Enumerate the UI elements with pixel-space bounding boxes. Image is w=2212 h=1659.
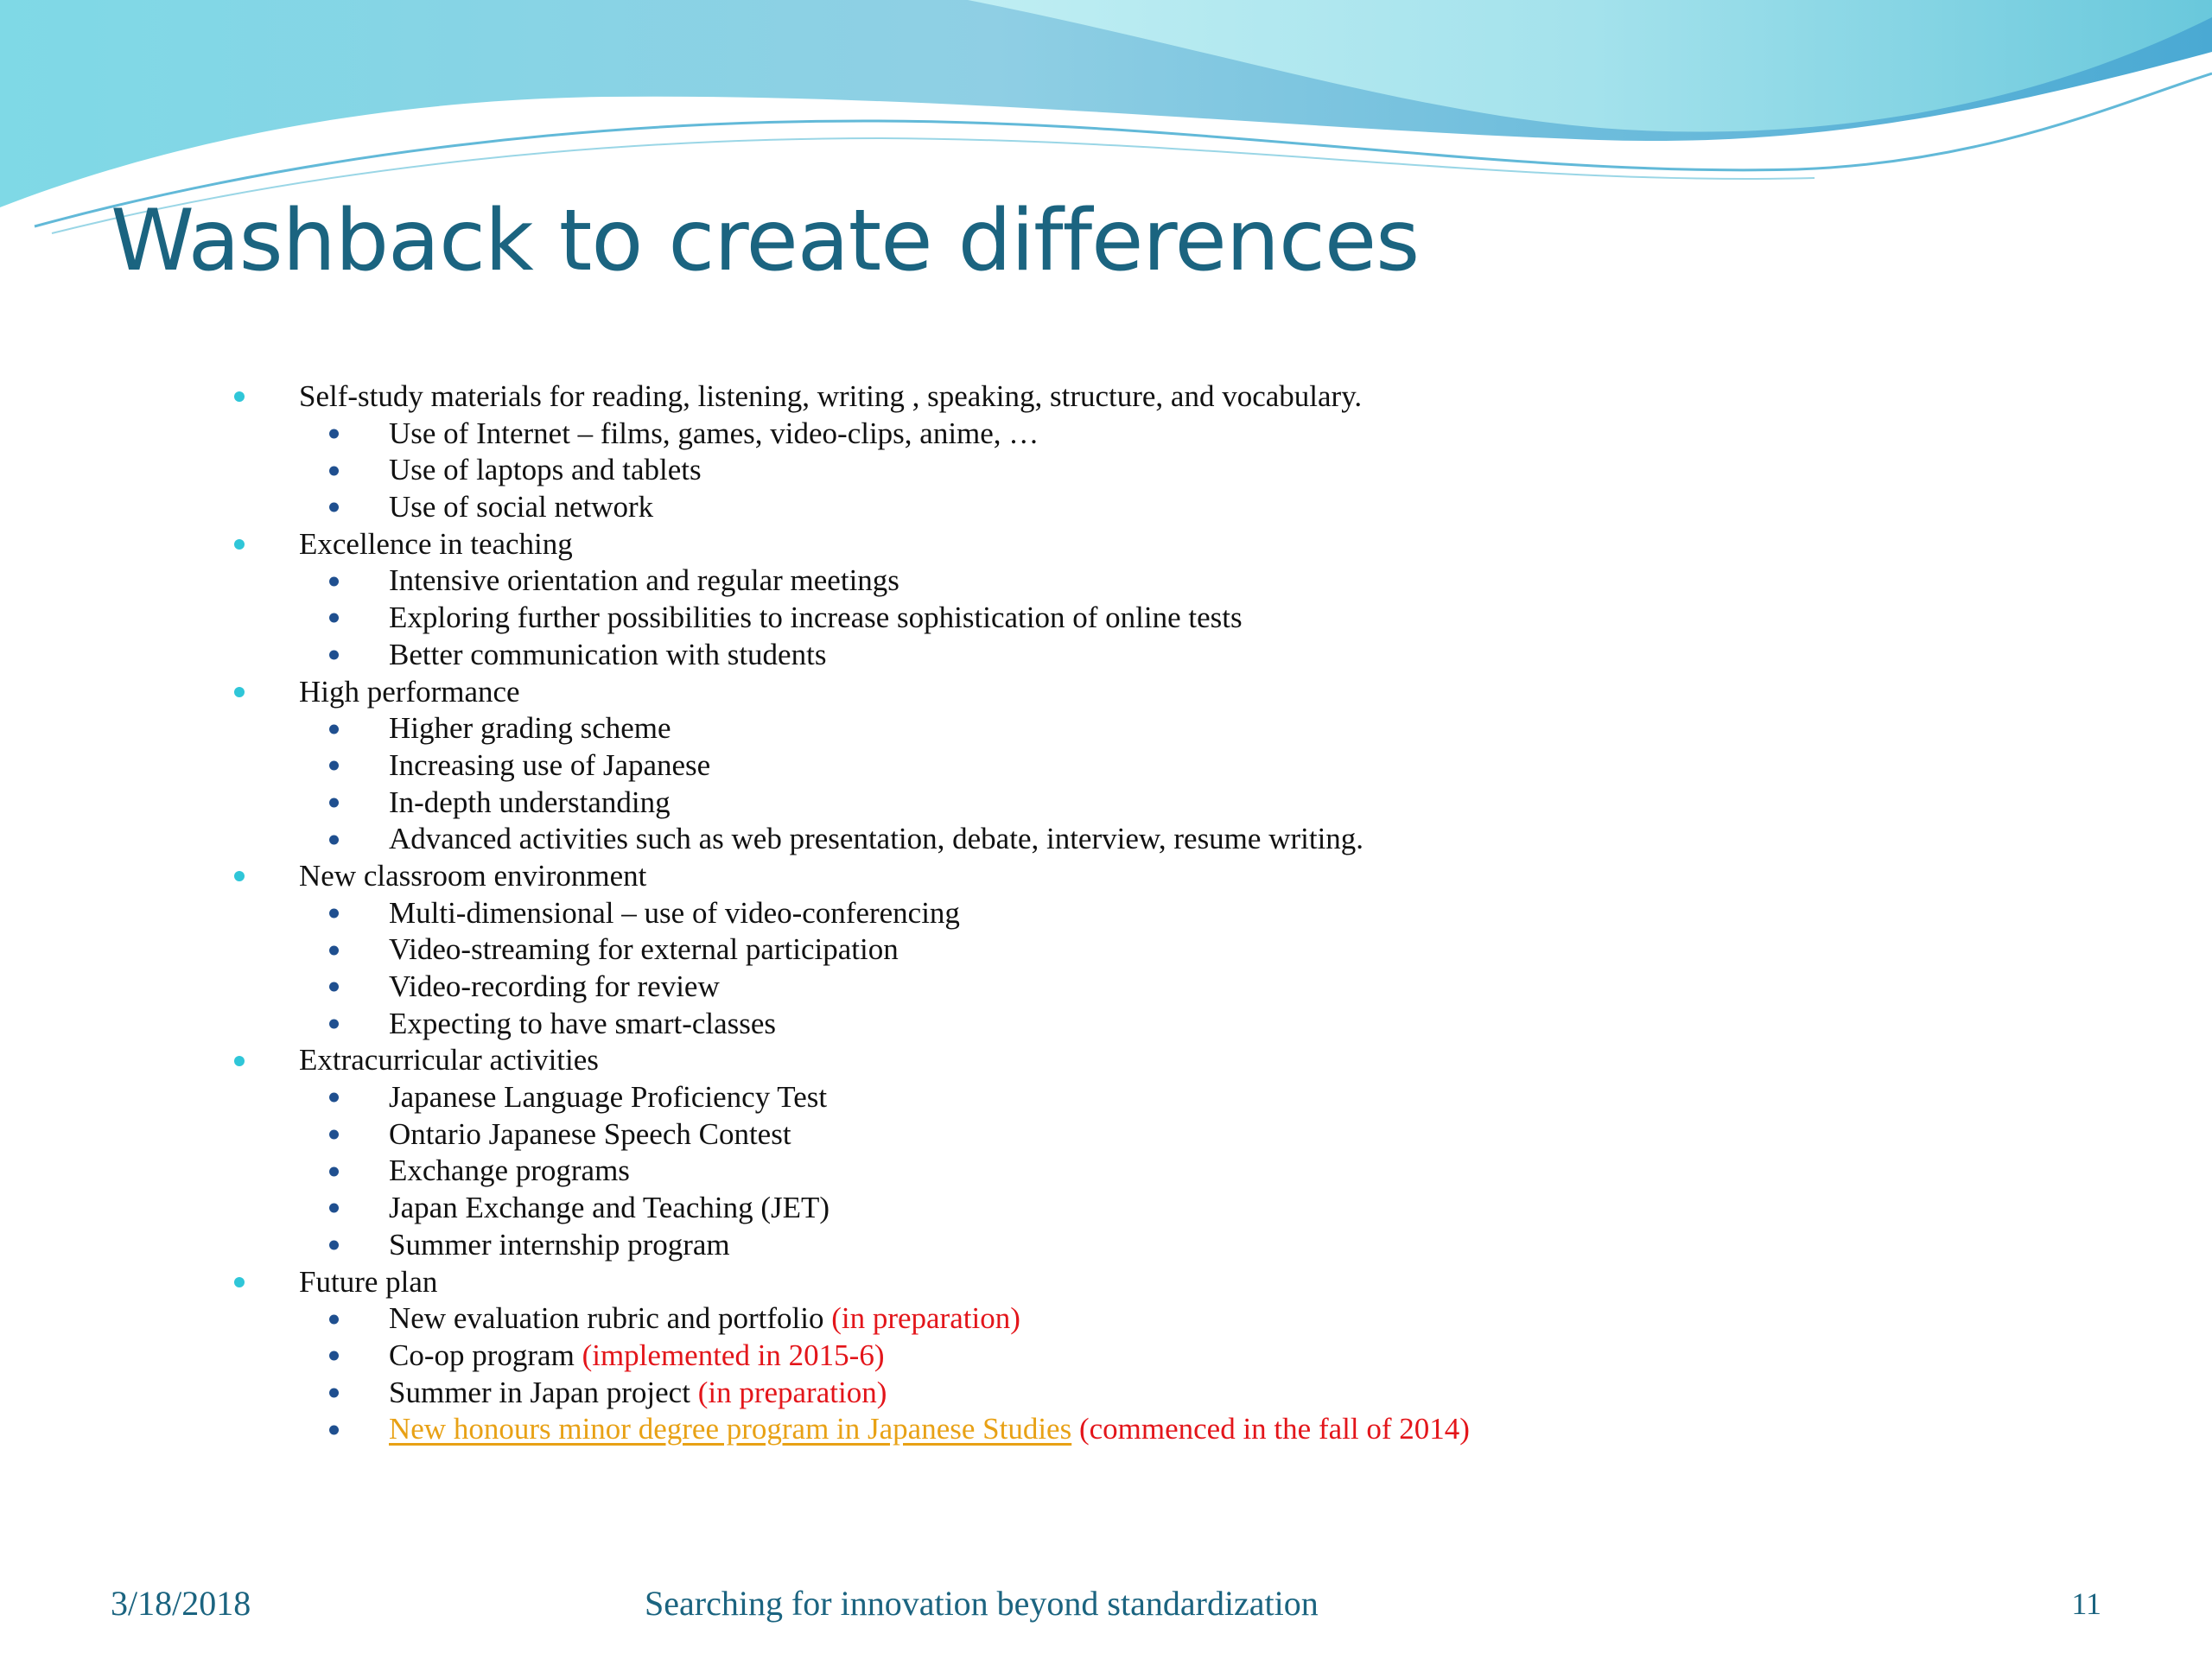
bullet-text: In-depth understanding <box>389 785 671 819</box>
bullet-dot-icon <box>234 871 245 881</box>
bullet-level2 <box>226 600 2127 637</box>
bullet-level2 <box>226 452 2127 489</box>
bullet-dot-icon <box>329 613 339 623</box>
bullet-level2 <box>226 1116 2127 1154</box>
bullet-text: Extracurricular activities <box>299 1043 599 1077</box>
bullet-dot-icon <box>329 761 339 771</box>
bullet-level2 <box>226 1375 2127 1412</box>
bullet-level2 <box>226 895 2127 932</box>
bullet-level2 <box>226 1153 2127 1190</box>
bullet-text: Excellence in teaching <box>299 526 573 561</box>
bullet-level2 <box>226 416 2127 453</box>
bullet-dot-icon <box>234 539 245 550</box>
bullet-level2 <box>226 1300 2127 1338</box>
bullet-level2 <box>226 710 2127 747</box>
bullet-text: New classroom environment <box>299 858 647 893</box>
bullet-level1 <box>226 1042 2127 1079</box>
bullet-dot-icon <box>234 1277 245 1287</box>
bullet-dot-icon <box>329 429 339 439</box>
bullet-text: Japan Exchange and Teaching (JET) <box>389 1191 830 1225</box>
bullet-dot-icon <box>234 1056 245 1066</box>
bullet-dot-icon <box>329 945 339 955</box>
bullet-text: Ontario Japanese Speech Contest <box>389 1116 791 1151</box>
bullet-text: Video-recording for review <box>389 969 720 1003</box>
bullet-level2 <box>226 1079 2127 1116</box>
bullet-text: Japanese Language Proficiency Test <box>389 1080 828 1115</box>
bullet-dot-icon <box>329 576 339 586</box>
bullet-dot-icon <box>329 1204 339 1213</box>
bullet-level1 <box>226 1264 2127 1301</box>
bullet-dot-icon <box>329 982 339 992</box>
footer-title: Searching for innovation beyond standardization <box>645 1584 1319 1623</box>
bullet-level2 <box>226 489 2127 526</box>
bullet-dot-icon <box>329 1241 339 1250</box>
bullet-text: Expecting to have smart-classes <box>389 1006 777 1040</box>
bullet-text: Summer internship program <box>389 1227 730 1262</box>
bullet-dot-icon <box>234 391 245 402</box>
bullet-dot-icon <box>329 1388 339 1397</box>
bullet-level2 <box>226 821 2127 858</box>
bullet-text: Exchange programs <box>389 1154 630 1188</box>
bullet-dot-icon <box>329 724 339 734</box>
bullet-text: Exploring further possibilities to increase sophistication of online tests <box>389 601 1243 635</box>
bullet-dot-icon <box>329 1425 339 1434</box>
page-number: 11 <box>2071 1586 2101 1621</box>
bullet-dot-icon <box>234 687 245 697</box>
bullet-text: Advanced activities such as web presentation, debate, interview, resume writing. <box>389 822 1364 856</box>
bullet-text: Multi-dimensional – use of video-conferencing <box>389 895 960 930</box>
bullet-dot-icon <box>329 503 339 512</box>
bullet-level2 <box>226 563 2127 600</box>
bullet-level2 <box>226 1338 2127 1375</box>
bullet-level2 <box>226 969 2127 1006</box>
bullet-level2 <box>226 785 2127 822</box>
bullet-text: Self-study materials for reading, listening, writing , speaking, structure, and vocabulary. <box>299 379 1363 413</box>
bullet-text: Intensive orientation and regular meetings <box>389 563 899 598</box>
bullet-text: New evaluation rubric and portfolio <box>389 1301 824 1336</box>
bullet-level2 <box>226 747 2127 785</box>
honours-minor-link[interactable]: New honours minor degree program in Japanese Studies <box>389 1412 1072 1446</box>
bullet-dot-icon <box>329 1314 339 1324</box>
bullet-dot-icon <box>329 1020 339 1029</box>
bullet-dot-icon <box>329 798 339 807</box>
bullet-text: Future plan <box>299 1264 438 1299</box>
bullet-level1 <box>226 858 2127 895</box>
bullet-dot-icon <box>329 835 339 844</box>
bullet-level1 <box>226 674 2127 711</box>
bullet-text: Use of laptops and tablets <box>389 453 702 487</box>
bullet-dot-icon <box>329 651 339 660</box>
bullet-level2 <box>226 1227 2127 1264</box>
status-note: (in preparation) <box>697 1375 887 1409</box>
bullet-text: High performance <box>299 674 520 709</box>
bullet-text: Co-op program <box>389 1338 575 1372</box>
bullet-level1 <box>226 526 2127 563</box>
bullet-dot-icon <box>329 466 339 475</box>
bullet-dot-icon <box>329 1166 339 1176</box>
bullet-level1 <box>226 378 2127 416</box>
bullet-level2 <box>226 1190 2127 1227</box>
footer-date: 3/18/2018 <box>111 1584 251 1623</box>
bullet-list <box>226 378 2127 1448</box>
bullet-dot-icon <box>329 1130 339 1140</box>
bullet-level2 <box>226 1411 2127 1448</box>
bullet-text: Use of social network <box>389 490 654 524</box>
bullet-dot-icon <box>329 1351 339 1361</box>
bullet-dot-icon <box>329 908 339 918</box>
bullet-text: Increasing use of Japanese <box>389 747 711 782</box>
bullet-level2 <box>226 637 2127 674</box>
status-note: (in preparation) <box>831 1301 1020 1336</box>
status-note: (implemented in 2015-6) <box>582 1338 885 1372</box>
bullet-level2 <box>226 931 2127 969</box>
bullet-dot-icon <box>329 1093 339 1103</box>
bullet-text: Better communication with students <box>389 637 827 671</box>
bullet-text: Higher grading scheme <box>389 711 671 746</box>
slide-title: Washback to create differences <box>111 192 1420 290</box>
bullet-text: Summer in Japan project <box>389 1375 690 1409</box>
bullet-level2 <box>226 1006 2127 1043</box>
status-note: (commenced in the fall of 2014) <box>1078 1412 1470 1446</box>
bullet-text: Video-streaming for external participation <box>389 932 899 967</box>
bullet-text: Use of Internet – films, games, video-clips, anime, … <box>389 416 1039 450</box>
